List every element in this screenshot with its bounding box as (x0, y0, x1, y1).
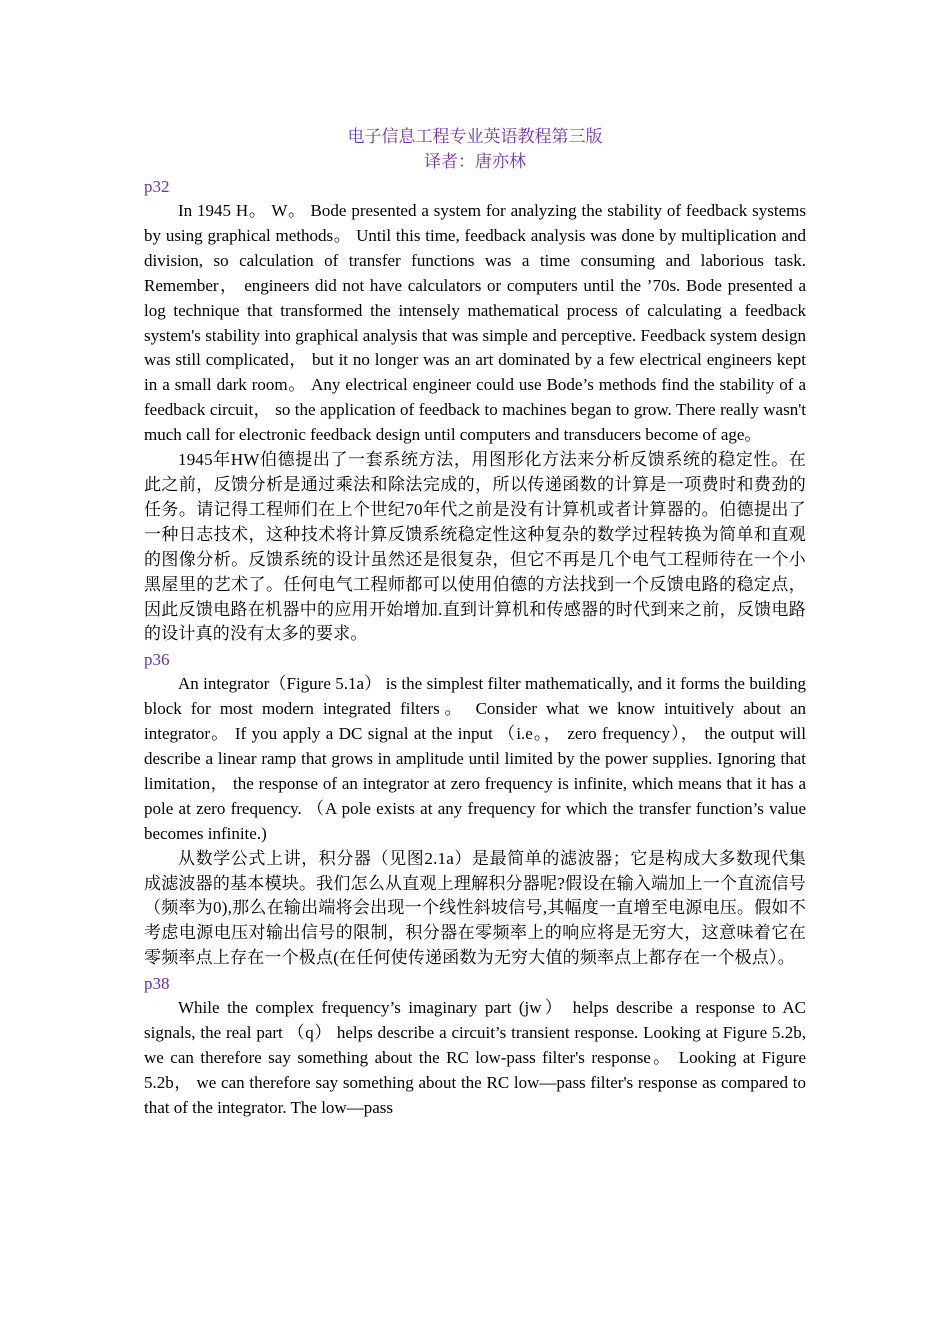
document-page (144, 124, 806, 1121)
document-title: 电子信息工程专业英语教程第三版 (347, 127, 603, 146)
page-label-p32: p32 (144, 177, 170, 196)
page-label-p36: p36 (144, 650, 170, 670)
page-label-p38: p38 (144, 974, 170, 994)
paragraph-p38-english: While the complex frequency’s imaginary part (jw） helps describe a response to AC signals, the real part （q） helps describe a circuit’s transient response. Looking at Figure 5.2b, we can therefore say something about the RC low-pass filter's response。 Looking at Figure 5.2b， we can therefore say something about the RC low—pass filter's response as compared to that of the integrator. The low—pass (144, 998, 806, 1117)
document-translator: 译者：唐亦林 (424, 152, 526, 171)
paragraph-p32-chinese: 1945年HW伯德提出了一套系统方法，用图形化方法来分析反馈系统的稳定性。在此之前，反馈分析是通过乘法和除法完成的，所以传递函数的计算是一项费时和费劲的任务。请记得工程师们在上个世纪70年代之前是没有计算机或者计算器的。伯德提出了一种日志技术，这种技术将计算反馈系统稳定性这种复杂的数学过程转换为简单和直观的图像分析。反馈系统的设计虽然还是很复杂，但它不再是几个电气工程师待在一个小黑屋里的艺术了。任何电气工程师都可以使用伯德的方法找到一个反馈电路的稳定点，因此反馈电路在机器中的应用开始增加.直到计算机和传感器的时代到来之前，反馈电路的设计真的没有太多的要求。 (144, 450, 806, 644)
paragraph-p32-english: In 1945 H。 W。 Bode presented a system for analyzing the stability of feedback systems by using graphical methods。 Until this time, feedback analysis was done by multiplication and division, so calculation of transfer functions was a time consuming and laborious task. Remember， engineers did not have calculators or computers until the ’70s. Bode presented a log technique that transformed the intensely mathematical process of calculating a feedback system's stability into graphical analysis that was simple and perceptive. Feedback system design was still complicated， but it no longer was an art dominated by a few electrical engineers kept in a small dark room。 Any electrical engineer could use Bode’s methods find the stability of a feedback circuit， so the application of feedback to machines began to grow. There really wasn't much call for electronic feedback design until computers and transducers become of age。 (144, 201, 806, 445)
paragraph-p36-chinese: 从数学公式上讲，积分器（见图2.1a）是最简单的滤波器；它是构成大多数现代集成滤波器的基本模块。我们怎么从直观上理解积分器呢?假设在输入端加上一个直流信号（频率为0),那么在输出端将会出现一个线性斜坡信号,其幅度一直增至电源电压。假如不考虑电源电压对输出信号的限制，积分器在零频率上的响应将是无穷大，这意味着它在零频率点上存在一个极点(在任何使传递函数为无穷大值的频率点上都存在一个极点）。 (144, 848, 806, 968)
paragraph-p36-english: An integrator（Figure 5.1a） is the simplest filter mathematically, and it forms the building block for most modern integrated filters。 Consider what we know intuitively about an integrator。 If you apply a DC signal at the input （i.e。， zero frequency）， the output will describe a linear ramp that grows in amplitude until limited by the power supplies. Ignoring that limitation， the response of an integrator at zero frequency is infinite, which means that it has a pole at zero frequency. （A pole exists at any frequency for which the transfer function’s value becomes infinite.) (144, 674, 806, 843)
